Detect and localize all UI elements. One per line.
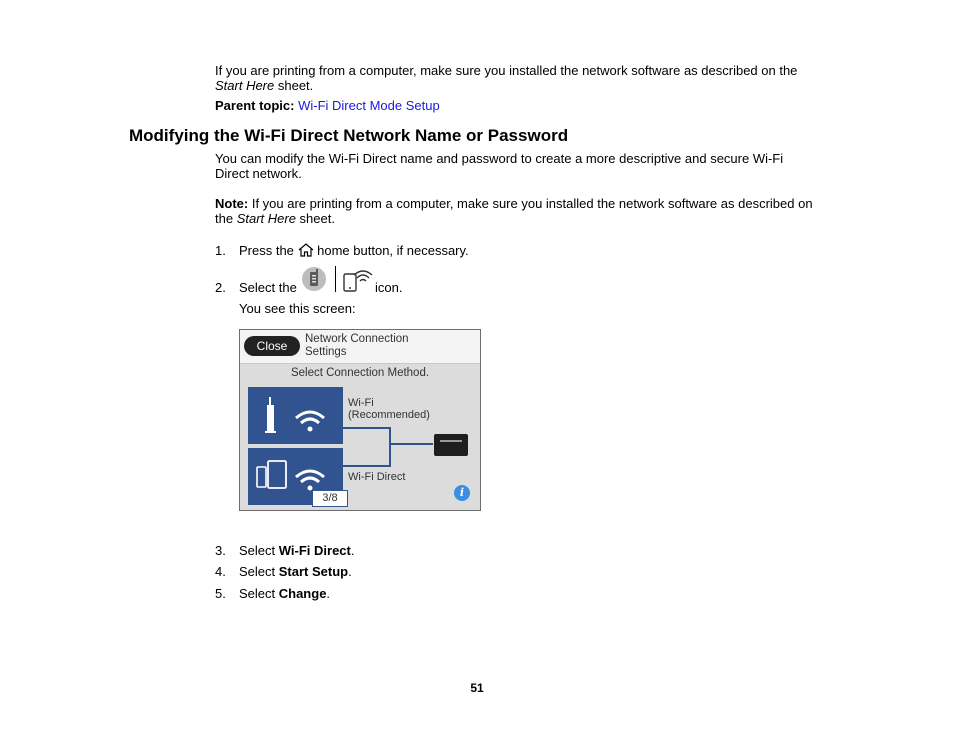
parent-topic-label: Parent topic:: [215, 98, 295, 113]
note-text: If you are printing from a computer, make sure you installed the network software as described on: [248, 196, 813, 211]
connection-lines: [240, 330, 480, 510]
note-label: Note:: [215, 196, 249, 211]
step-5-after: .: [326, 586, 331, 601]
step-2-after: icon.: [375, 280, 403, 295]
step-1-after: home button, if necessary.: [313, 243, 469, 258]
wifi-direct-label: Wi-Fi Direct: [348, 471, 406, 483]
home-icon: [298, 243, 314, 260]
note-pre: the: [215, 211, 237, 226]
note-italic: Start Here: [236, 211, 296, 226]
you-see-text: You see this screen:: [239, 301, 356, 316]
step-4-bold: Start Setup: [278, 564, 349, 579]
step-3-before: Select: [239, 543, 279, 558]
wifi-label-line-1: Wi-Fi: [348, 397, 374, 409]
page-indicator: 3/8: [312, 490, 348, 507]
note-line-2: [215, 211, 835, 226]
screen-title-line-2: Settings: [305, 346, 347, 358]
step-4-number: 4.: [215, 564, 226, 579]
printer-icon: [434, 434, 468, 461]
intro-line-2: [215, 78, 835, 93]
step-5-before: Select: [239, 586, 279, 601]
step-2-number: 2.: [215, 280, 226, 295]
step-4-before: Select: [239, 564, 279, 579]
screen-subtitle: Select Connection Method.: [290, 367, 430, 379]
step-2-before: Select the: [239, 280, 297, 295]
parent-topic-link[interactable]: Wi-Fi Direct Mode Setup: [298, 98, 440, 113]
step-3-number: 3.: [215, 543, 226, 558]
step-5-text: [239, 586, 330, 601]
note-paragraph: [215, 196, 835, 226]
step-1-text: [239, 243, 469, 260]
step-5-number: 5.: [215, 586, 226, 601]
printer-screen-figure: [239, 329, 481, 511]
intro-paragraph: [215, 63, 835, 93]
step-4-after: .: [348, 564, 352, 579]
step-1-number: 1.: [215, 243, 226, 258]
step-5-bold: Change: [278, 586, 327, 601]
step-3-bold: Wi-Fi Direct: [278, 543, 351, 558]
step-3-after: .: [350, 543, 355, 558]
note-tail: sheet.: [295, 211, 335, 226]
step-4-text: [239, 564, 352, 579]
intro-italic: Start Here: [215, 78, 275, 93]
step-1-before: Press the: [239, 243, 298, 258]
intro-tail: sheet.: [274, 78, 314, 93]
note-line-1: [215, 196, 835, 211]
section-para-line-2: Direct network.: [215, 166, 302, 181]
parent-topic: [215, 98, 440, 113]
page-number: 51: [470, 681, 484, 695]
info-icon[interactable]: i: [454, 485, 470, 501]
intro-line-1: If you are printing from a computer, make sure you installed the network software as described on the: [215, 63, 798, 78]
icon-separator: [335, 266, 336, 292]
close-button[interactable]: Close: [244, 336, 300, 356]
wifi-label-line-2: (Recommended): [348, 409, 430, 421]
section-heading: Modifying the Wi-Fi Direct Network Name or Password: [129, 126, 569, 145]
section-paragraph: [215, 151, 835, 181]
section-para-line-1: You can modify the Wi-Fi Direct name and password to create a more descriptive and secure Wi-Fi: [215, 151, 784, 166]
step-3-text: [239, 543, 354, 558]
screen-title-line-1: Network Connection: [305, 333, 409, 345]
wifi-direct-icon: [342, 266, 374, 297]
network-settings-icon: [301, 266, 327, 297]
